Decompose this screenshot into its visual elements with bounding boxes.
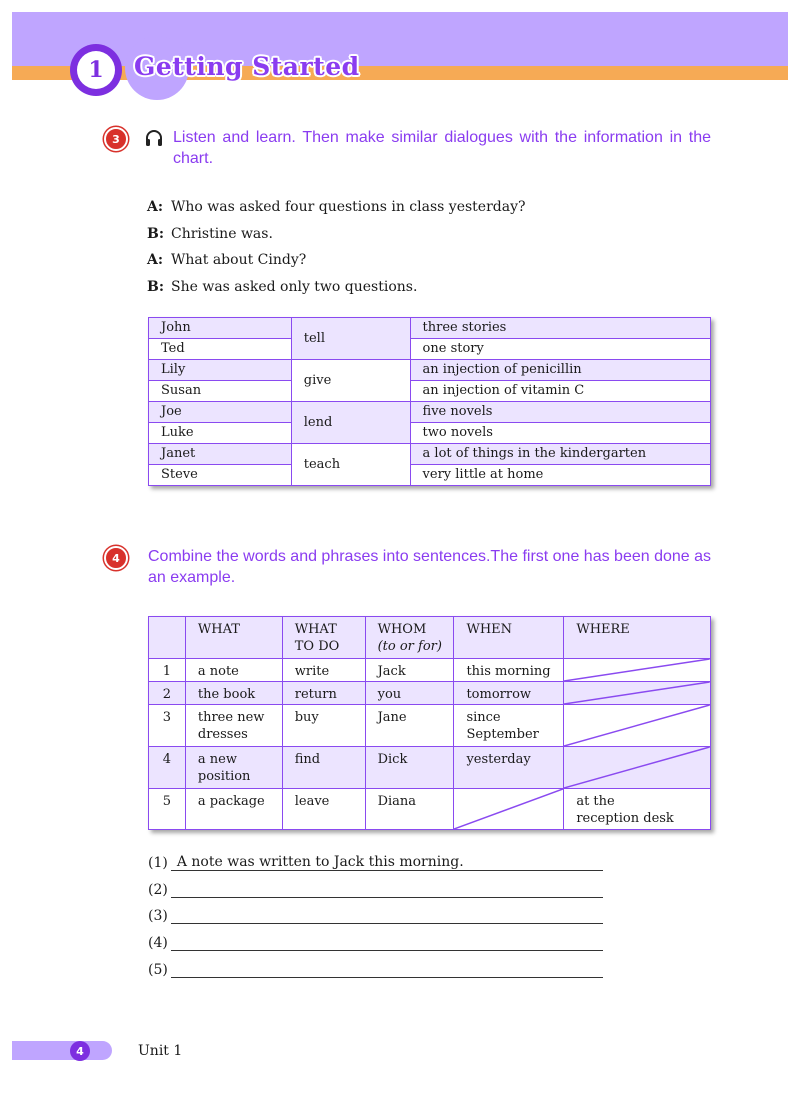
answer-label: (5) xyxy=(148,962,168,978)
answer-line-2 xyxy=(148,882,603,898)
dialogue-text: Who was asked four questions in class yesterday? xyxy=(171,199,526,215)
when-cell: yesterday xyxy=(454,747,564,789)
dialogue-line xyxy=(147,279,417,295)
speaker-label: A: xyxy=(147,199,164,215)
whom-cell: you xyxy=(365,682,454,705)
row-number: 1 xyxy=(149,659,186,682)
name-cell: Ted xyxy=(149,339,292,360)
answer-blank[interactable] xyxy=(171,962,603,978)
dialogue-text: Christine was. xyxy=(171,226,273,242)
when-line: September xyxy=(466,727,539,742)
header-what-to-do-line2: TO DO xyxy=(294,639,340,654)
answer-line-5 xyxy=(148,962,603,978)
where-cell-empty xyxy=(564,747,711,789)
object-cell: an injection of penicillin xyxy=(410,360,710,381)
todo-cell: return xyxy=(282,682,365,705)
where-cell xyxy=(564,789,711,830)
dialogue-line xyxy=(147,226,273,242)
whom-cell: Diana xyxy=(365,789,454,830)
name-cell: Susan xyxy=(149,381,292,402)
what-line: dresses xyxy=(197,727,248,742)
object-cell: three stories xyxy=(410,318,710,339)
name-cell: John xyxy=(149,318,292,339)
speaker-label: A: xyxy=(147,252,164,268)
row-number: 5 xyxy=(149,789,186,830)
object-cell: a lot of things in the kindergarten xyxy=(410,444,710,465)
name-cell: Steve xyxy=(149,465,292,486)
what-cell xyxy=(185,705,282,747)
answer-blank[interactable] xyxy=(171,908,603,924)
page-number-badge xyxy=(70,1041,90,1061)
sample-answer: A note was written to Jack this morning. xyxy=(176,854,464,870)
answer-label: (2) xyxy=(148,882,168,898)
exercise-4-instruction: Combine the words and phrases into sentences.The first one has been done as an example. xyxy=(148,548,712,586)
what-cell xyxy=(185,747,282,789)
what-line: position xyxy=(197,769,251,784)
verb-cell: teach xyxy=(291,444,410,486)
object-cell: two novels xyxy=(410,423,710,444)
answer-line-1 xyxy=(148,855,603,871)
answer-blank[interactable] xyxy=(171,935,603,951)
dialogue-text: She was asked only two questions. xyxy=(171,279,418,295)
answer-label: (1) xyxy=(148,855,168,871)
section-number: 1 xyxy=(88,57,104,83)
speaker-label: B: xyxy=(147,226,165,242)
row-number: 2 xyxy=(149,682,186,705)
dialogue-text: What about Cindy? xyxy=(171,252,307,268)
footer-bar xyxy=(12,1041,112,1060)
when-cell: tomorrow xyxy=(454,682,564,705)
headphones-icon xyxy=(144,128,164,148)
verb-cell: lend xyxy=(291,402,410,444)
row-number: 3 xyxy=(149,705,186,747)
what-cell: a package xyxy=(185,789,282,830)
exercise-4-number-text: 4 xyxy=(112,551,120,565)
todo-cell: buy xyxy=(282,705,365,747)
what-cell: a note xyxy=(185,659,282,682)
name-cell: Lily xyxy=(149,360,292,381)
when-cell xyxy=(454,705,564,747)
verb-cell: tell xyxy=(291,318,410,360)
header-where: WHERE xyxy=(564,617,711,659)
where-cell-empty xyxy=(564,682,711,705)
answer-line-4 xyxy=(148,935,603,951)
dialogue-line xyxy=(147,199,526,215)
when-cell-empty xyxy=(454,789,564,830)
object-cell: one story xyxy=(410,339,710,360)
todo-cell: write xyxy=(282,659,365,682)
where-line: reception desk xyxy=(576,811,674,826)
answer-blank[interactable] xyxy=(171,882,603,898)
header-what-to-do-line1: WHAT xyxy=(294,622,337,637)
what-cell: the book xyxy=(185,682,282,705)
answer-blank[interactable] xyxy=(171,855,603,871)
header-what: WHAT xyxy=(185,617,282,659)
answer-label: (3) xyxy=(148,908,168,924)
header-whom xyxy=(365,617,454,659)
header-whom-note: (to or for) xyxy=(377,639,442,654)
what-line: a new xyxy=(197,752,237,767)
what-line: three new xyxy=(197,710,265,725)
exercise-3-number xyxy=(104,127,128,151)
whom-cell: Jack xyxy=(365,659,454,682)
object-cell: five novels xyxy=(410,402,710,423)
todo-cell: leave xyxy=(282,789,365,830)
name-cell: Janet xyxy=(149,444,292,465)
exercise-4-number xyxy=(104,546,128,570)
object-cell: very little at home xyxy=(410,465,710,486)
header-what-to-do xyxy=(282,617,365,659)
answer-label: (4) xyxy=(148,935,168,951)
section-number-inner xyxy=(77,51,115,89)
object-cell: an injection of vitamin C xyxy=(410,381,710,402)
name-cell: Luke xyxy=(149,423,292,444)
speaker-label: B: xyxy=(147,279,165,295)
dialogue-line xyxy=(147,252,306,268)
header-whom-label: WHOM xyxy=(377,622,427,637)
unit-label: Unit 1 xyxy=(138,1043,183,1059)
where-line: at the xyxy=(576,794,615,809)
exercise-3-instruction: Listen and learn. Then make similar dialogues with the information in the chart. xyxy=(173,129,711,167)
where-cell-empty xyxy=(564,659,711,682)
header-when: WHEN xyxy=(454,617,564,659)
verb-chart-table xyxy=(148,317,711,486)
where-cell-empty xyxy=(564,705,711,747)
verb-cell: give xyxy=(291,360,410,402)
whom-cell: Dick xyxy=(365,747,454,789)
when-line: since xyxy=(466,710,501,725)
when-cell: this morning xyxy=(454,659,564,682)
todo-cell: find xyxy=(282,747,365,789)
row-number: 4 xyxy=(149,747,186,789)
header-num-cell xyxy=(149,617,186,659)
whom-cell: Jane xyxy=(365,705,454,747)
name-cell: Joe xyxy=(149,402,292,423)
exercise-3-number-text: 3 xyxy=(112,132,120,146)
section-title: Getting Started xyxy=(134,52,360,81)
sentence-parts-table xyxy=(148,616,711,830)
page-number: 4 xyxy=(76,1044,84,1058)
answer-line-3 xyxy=(148,908,603,924)
